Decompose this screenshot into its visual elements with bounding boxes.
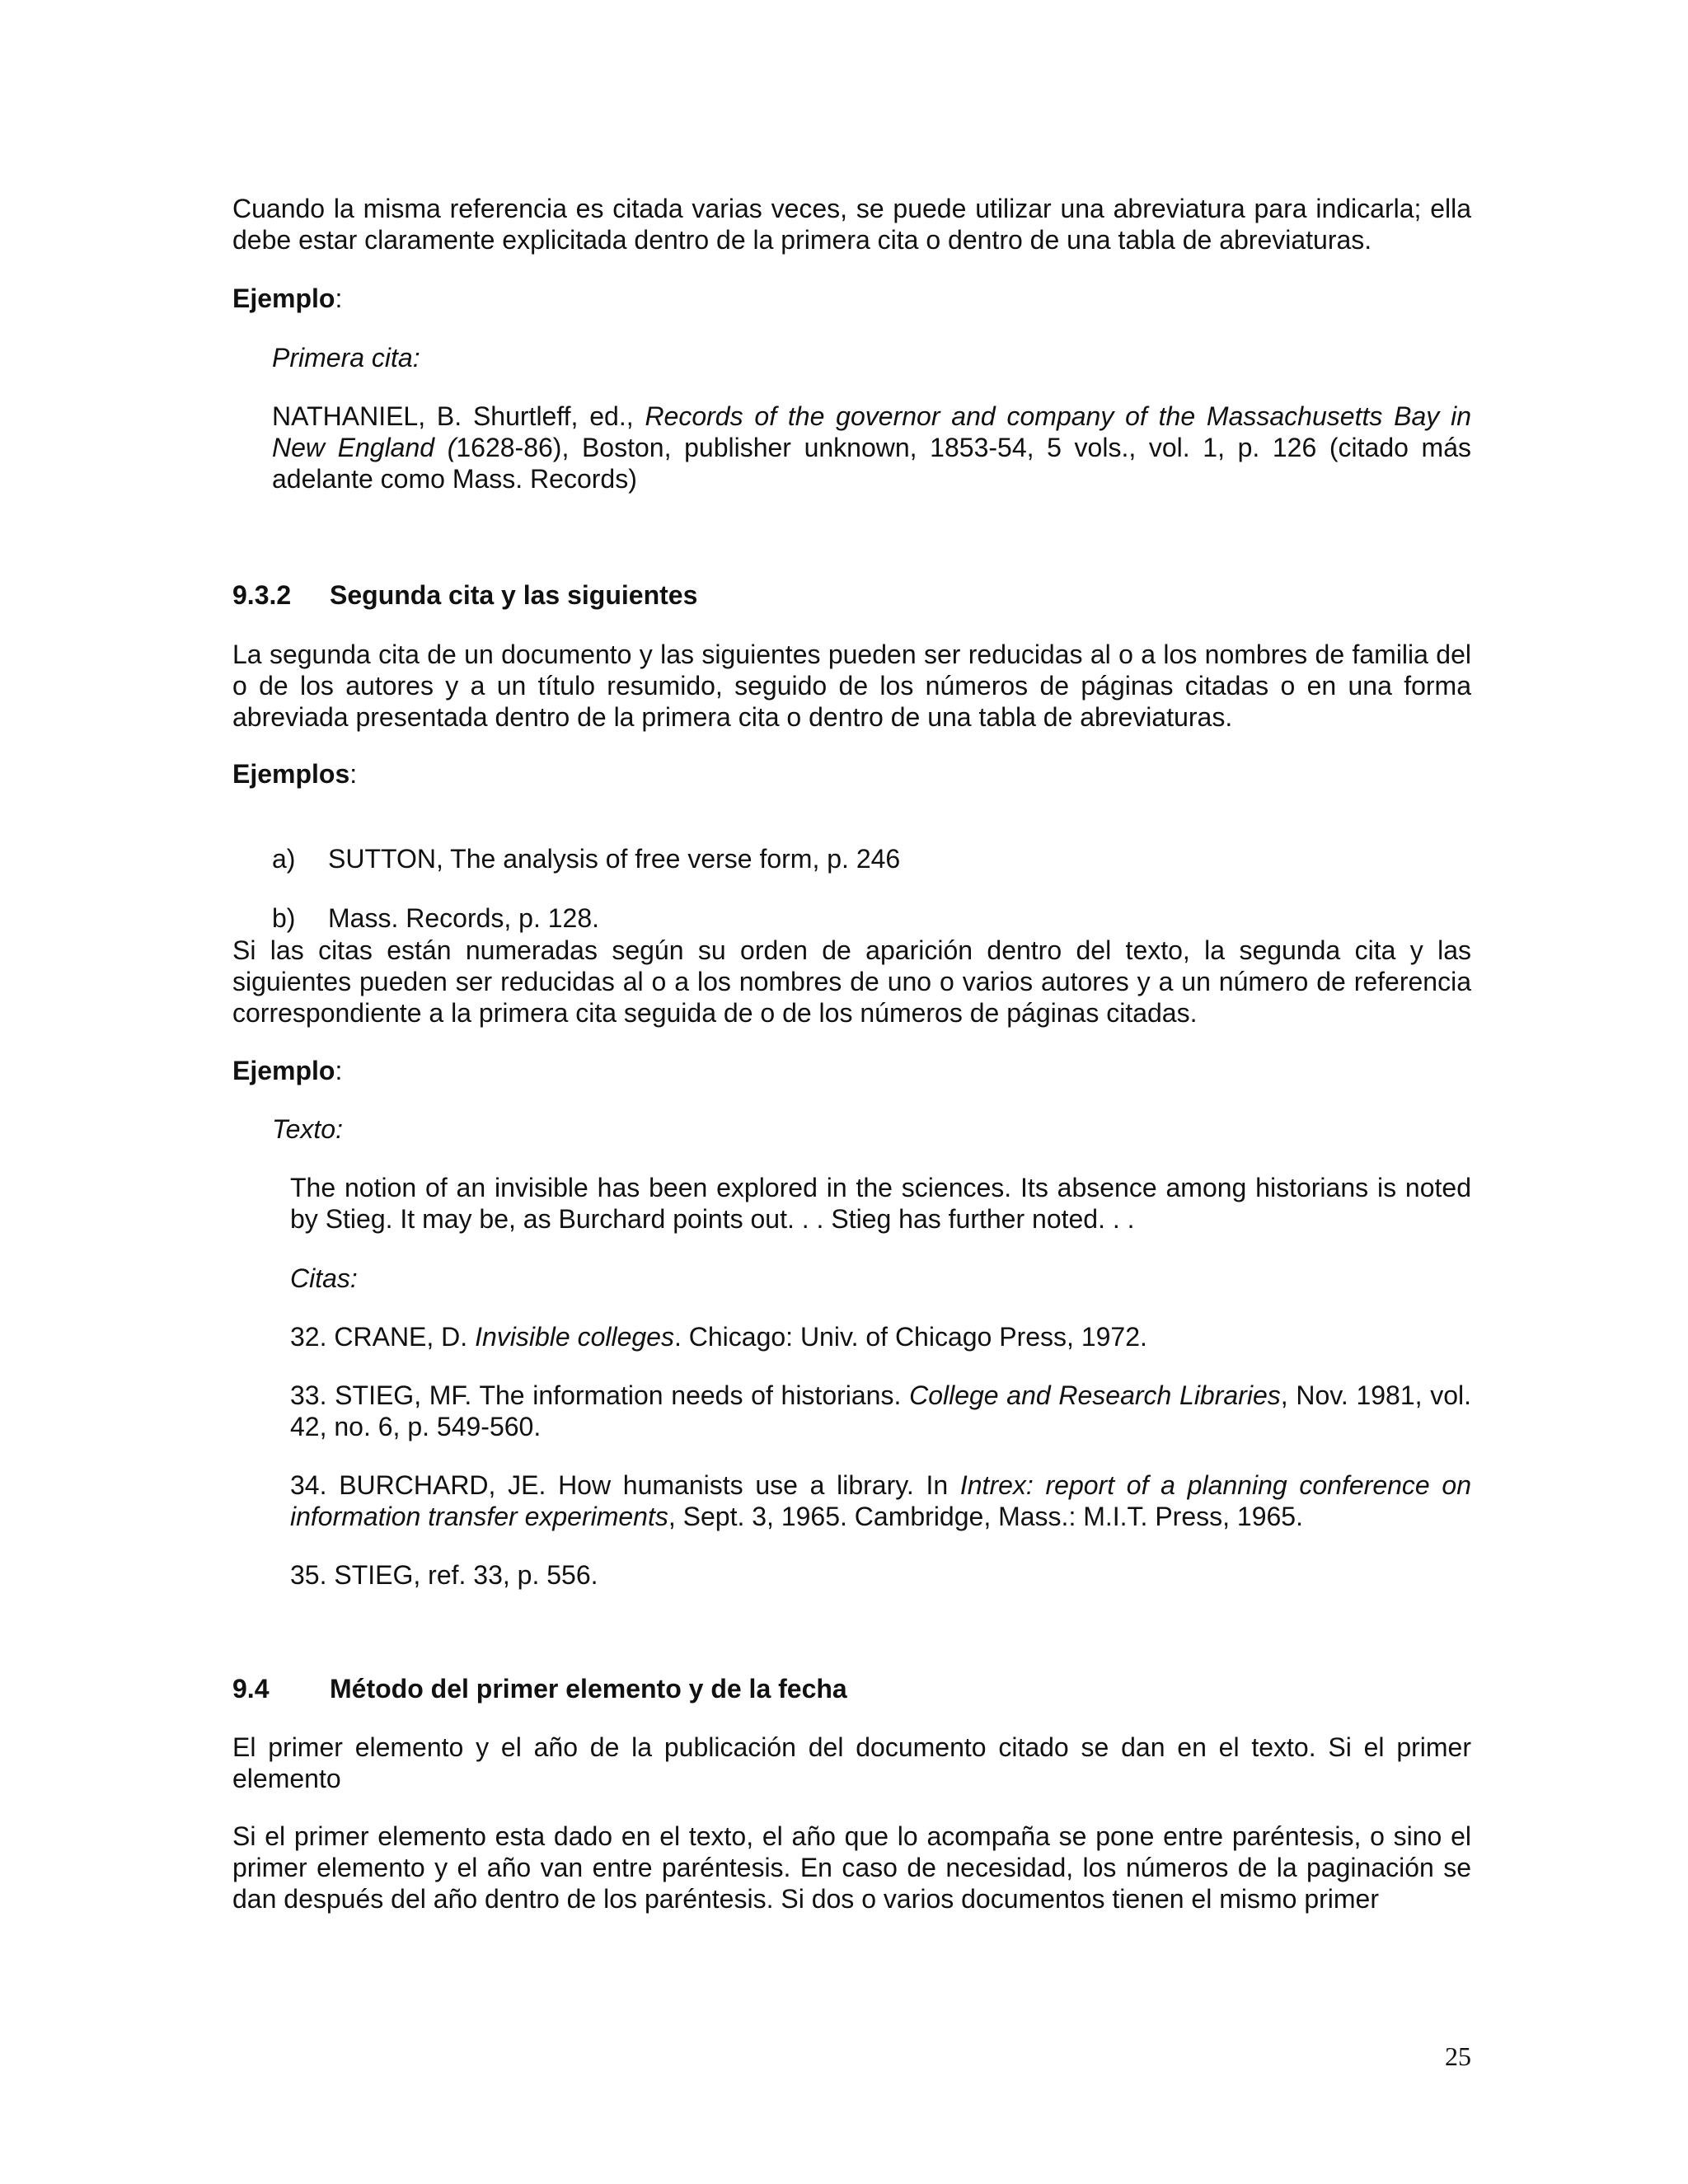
citation-33 (290, 1380, 1471, 1442)
texto-label: Texto: (272, 1114, 343, 1144)
example-label-text: Ejemplo (232, 284, 335, 313)
ejemplos-label (232, 758, 1471, 790)
segunda-cita-paragraph: La segunda cita de un documento y las siguientes pueden ser reducidas al o a los nombres de familia del o de los autores y a un título resumido, seguido de los números de páginas citadas o en una forma abreviada presentada dentro de la primera cita o dentro de una tabla de abreviaturas. (232, 640, 1471, 732)
list-text: SUTTON, The analysis of free verse form, p. 246 (328, 844, 901, 874)
citation-details: , Sept. 3, 1965. Cambridge, Mass.: M.I.T. Press, 1965. (668, 1502, 1303, 1531)
citation-author: 33. STIEG, MF. The information needs of historians. (290, 1380, 910, 1410)
list-text: Mass. Records, p. 128. (328, 903, 600, 933)
nathaniel-author: NATHANIEL, B. Shurtleff, ed., (272, 401, 645, 431)
example-label-colon: : (335, 1056, 343, 1085)
citation-details: , Nov. 1981, vol. 42, no. 6, p. 549-560. (290, 1380, 1472, 1441)
example-label (232, 1055, 1471, 1086)
list-marker: b) (272, 903, 296, 933)
numeradas-paragraph: Si las citas están numeradas según su orden de aparición dentro del texto, la segunda cita y las siguientes pueden ser reducidas al o a los nombres de uno o varios autores y a un número de referencia correspondiente a la primera cita seguida de o de los números de páginas citadas. (232, 935, 1471, 1028)
texto-quote: The notion of an invisible has been explored in the sciences. Its absence among historians is noted by Stieg. It may be, as Burchard points out. . . Stieg has further noted. . . (290, 1173, 1471, 1234)
citation-title: Intrex: report of a planning conference on information transfer experiments (290, 1470, 1471, 1531)
section-heading-9-4 (232, 1673, 1471, 1704)
citation-32 (290, 1321, 1471, 1352)
citation-details: . Chicago: Univ. of Chicago Press, 1972. (673, 1322, 1147, 1352)
citation-author: 34. BURCHARD, JE. How humanists use a library. In (290, 1470, 960, 1500)
example-label (232, 283, 1471, 314)
primer-elemento-paragraph: El primer elemento y el año de la publicación del documento citado se dan en el texto. Si el primer elemento (232, 1732, 1471, 1793)
page-number: 25 (1445, 2041, 1471, 2071)
primera-cita-label: Primera cita: (272, 343, 420, 373)
list-marker: a) (272, 844, 296, 874)
citation-title: Invisible colleges (475, 1322, 674, 1352)
citation-author: 32. CRANE, D. (290, 1322, 476, 1352)
intro-paragraph: Cuando la misma referencia es citada varias veces, se puede utilizar una abreviatura para indicarla; ella debe estar claramente explicitada dentro de la primera cita o dentro de una tabla de abreviaturas. (232, 194, 1471, 255)
citation-title: College and Research Libraries (909, 1380, 1281, 1410)
nathaniel-reference (272, 401, 1471, 494)
section-number: 9.3.2 (232, 580, 292, 610)
example-label-text: Ejemplo (232, 1056, 335, 1085)
parentesis-paragraph: Si el primer elemento esta dado en el texto, el año que lo acompaña se pone entre paréntesis, o sino el primer elemento y el año van entre paréntesis. En caso de necesidad, los números de la paginación se dan después del año dentro de los paréntesis. Si dos o varios documentos tienen el mismo primer (232, 1821, 1471, 1914)
example-label-colon: : (335, 284, 343, 313)
citas-label: Citas: (290, 1263, 358, 1293)
section-title: Método del primer elemento y de la fecha (330, 1674, 847, 1704)
nathaniel-details: 1628-86), Boston, publisher unknown, 1853-54, 5 vols., vol. 1, p. 126 (citado más adelante como Mass. Records) (272, 433, 1472, 494)
citation-35: 35. STIEG, ref. 33, p. 556. (290, 1560, 598, 1590)
citation-34 (290, 1469, 1471, 1532)
section-title: Segunda cita y las siguientes (330, 580, 698, 610)
list-item (272, 843, 1471, 874)
section-heading-9-3-2 (232, 579, 1471, 611)
list-item (272, 902, 1471, 934)
ejemplos-label-text: Ejemplos (232, 759, 350, 789)
nathaniel-title: Records of the governor and company of the Massachusetts Bay in New England ( (272, 401, 1472, 462)
ejemplos-label-colon: : (349, 759, 358, 789)
section-number: 9.4 (232, 1674, 270, 1704)
